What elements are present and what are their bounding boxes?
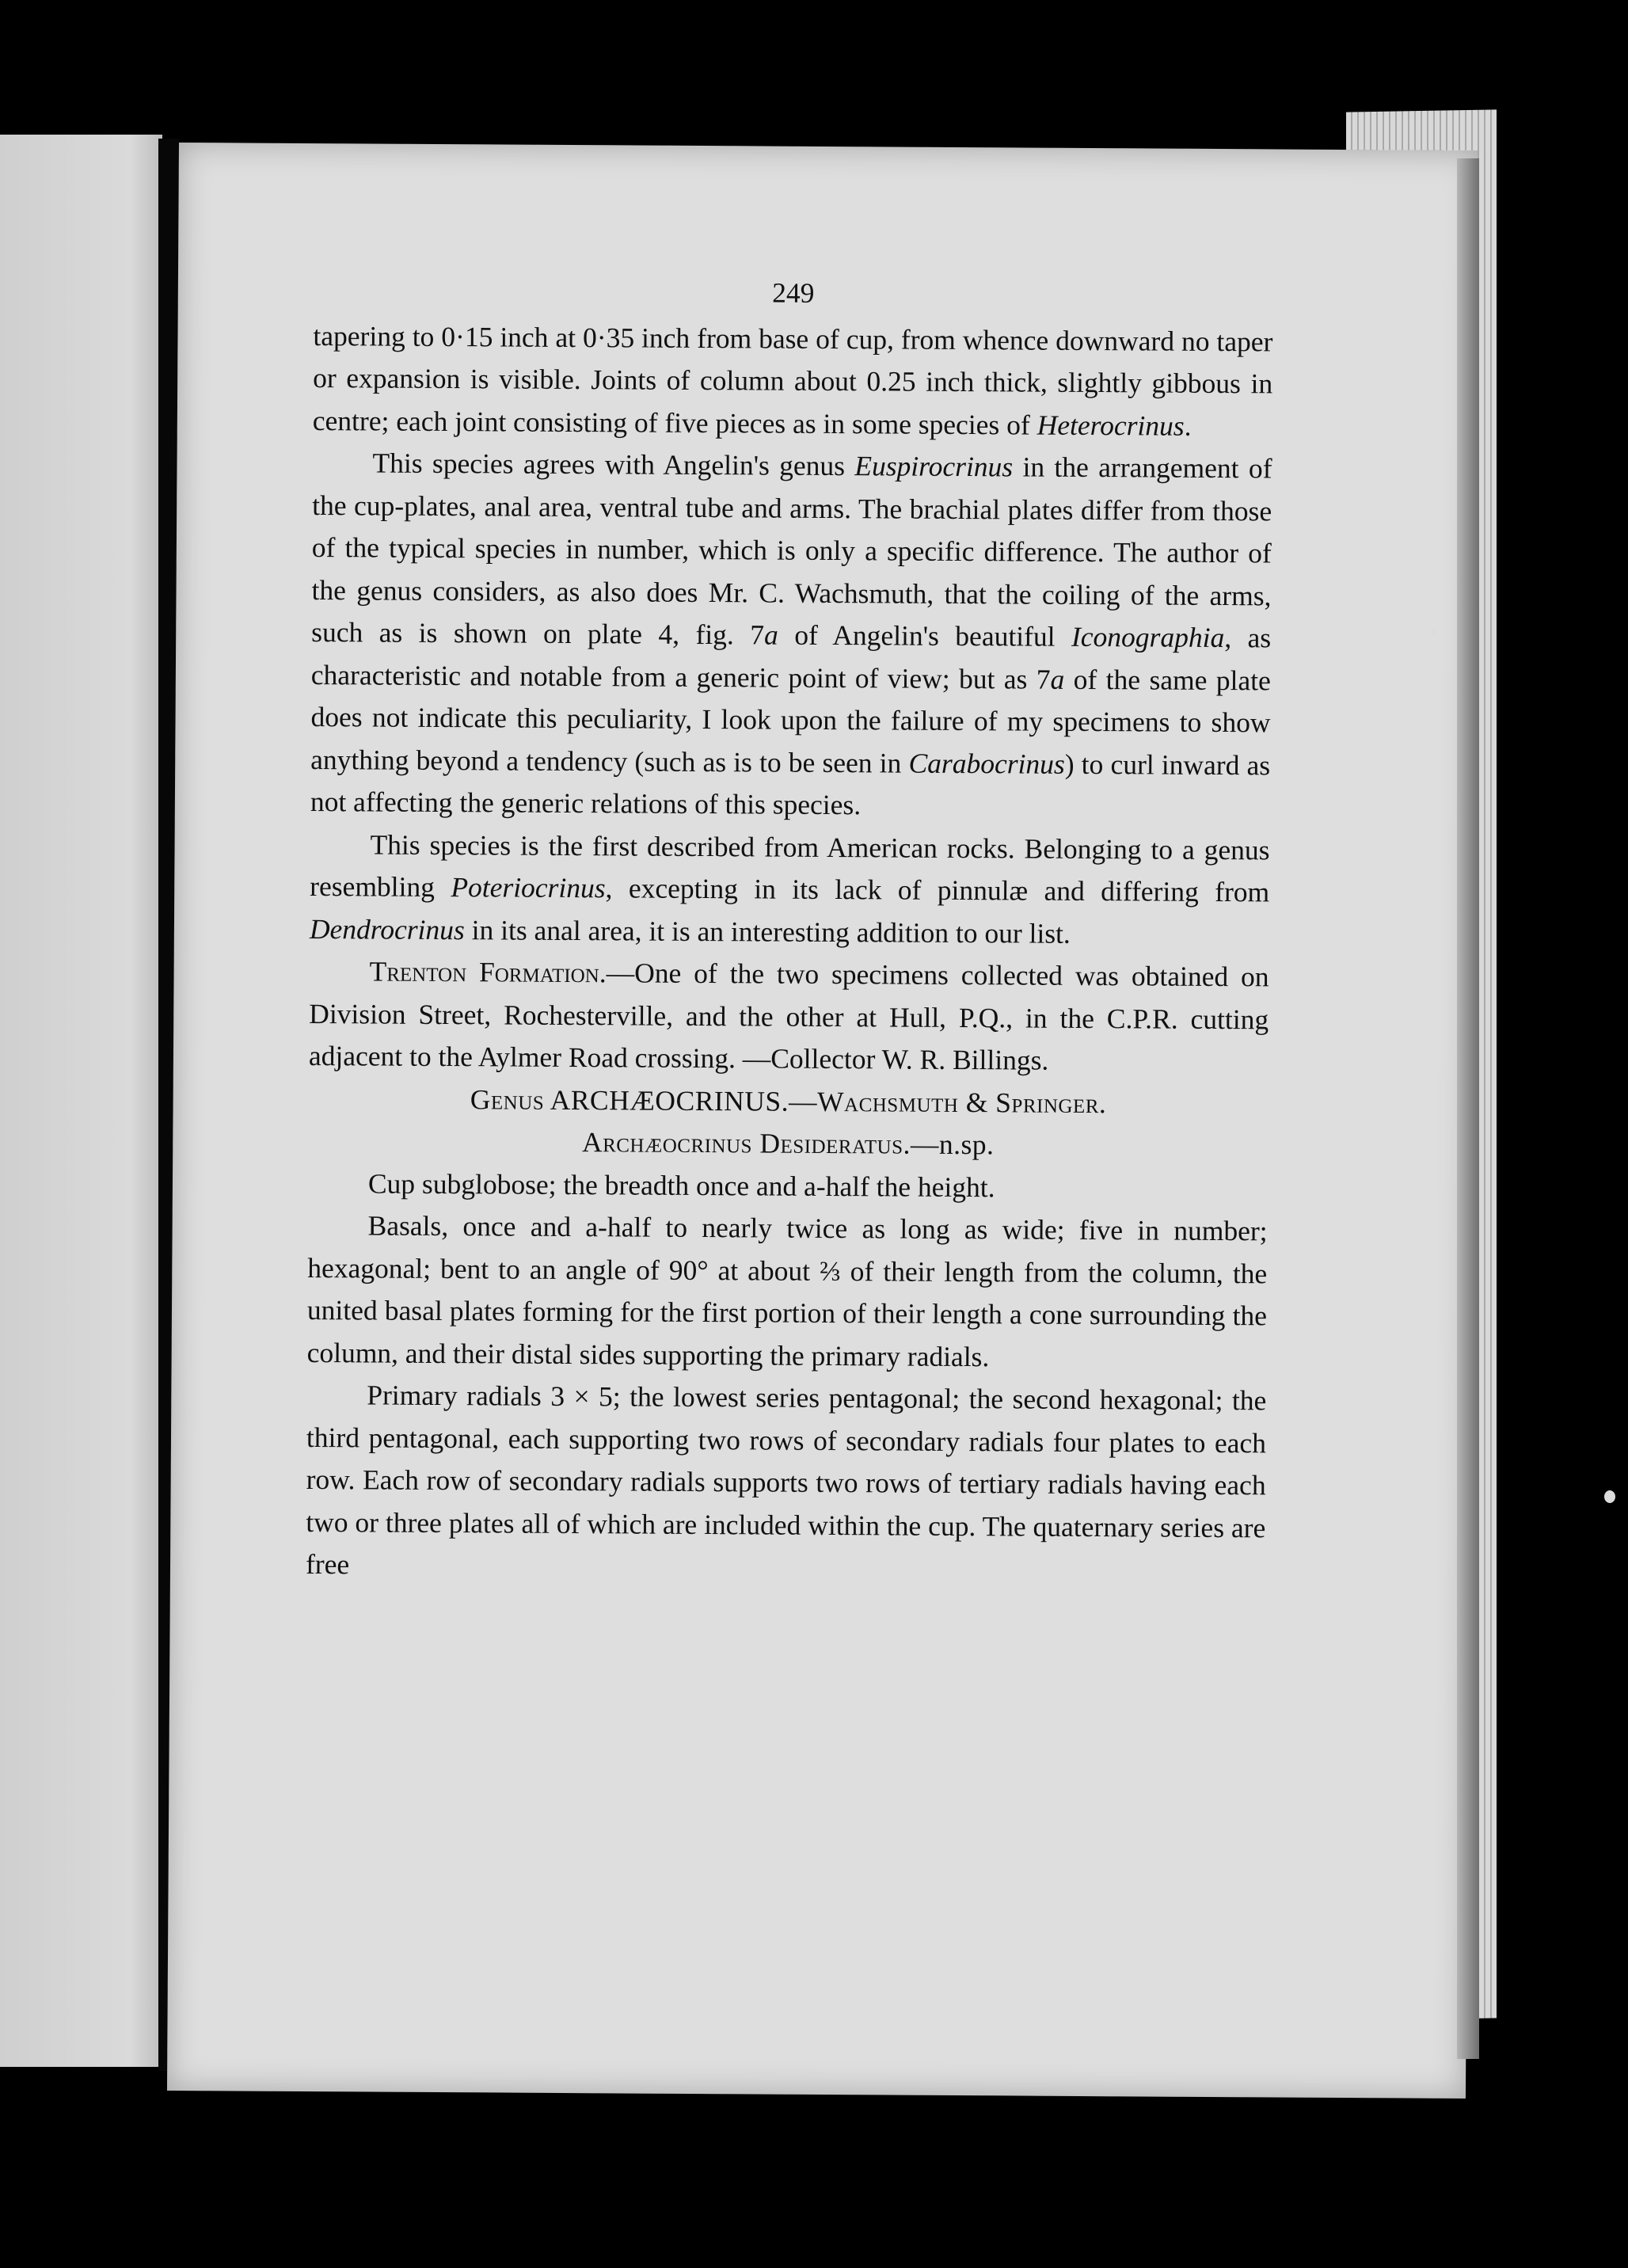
genus-name: ARCHÆOCRINUS (550, 1083, 782, 1117)
dust-speck (1430, 629, 1436, 634)
facing-page-edge (0, 135, 162, 2067)
italic-text: Dendrocrinus (309, 912, 465, 946)
species-name: Archæocrinus Desideratus (581, 1126, 903, 1160)
species-heading (308, 1120, 1268, 1168)
italic-text: a (1050, 663, 1065, 695)
italic-text: Carabocrinus (908, 747, 1065, 780)
genus-prefix: Genus (470, 1083, 545, 1116)
text-run: This species is the first described from American rocks. Belonging to a genus resembling (310, 828, 1270, 904)
genus-dash: .— (781, 1085, 818, 1117)
paragraph (308, 1162, 1268, 1210)
paragraph (310, 823, 1270, 956)
text-run: of Angelin's beautiful (778, 618, 1072, 653)
text-run: , as characteristic and notable from a generic point of view; but as 7 (310, 622, 1272, 695)
text-run: Primary radials 3 × 5; the lowest series pentagonal; the second hexagonal; the third pentagonal, each supporting two rows of secondary radials four plates to each row. Each row of secondary radials supports two rows of tertiary radials having each two or three plates all of which are included within the cup. The quaternary series are free (305, 1379, 1267, 1581)
italic-text: Euspirocrinus (854, 450, 1014, 483)
paragraph (310, 442, 1272, 829)
text-run: . (1184, 409, 1192, 442)
text-run: in the arrangement of the cup-plates, anal area, ventral tube and arms. The brachial plates differ from those of the typical species in number, which is only a specific difference. The author of the genus considers, as also does Mr. C. Wachsmuth, that the coiling of the arms, such as is shown on plate 4, fig. 7 (311, 451, 1272, 651)
text-run: , excepting in its lack of pinnulæ and differing from (605, 872, 1270, 908)
small-caps-text: Trenton Formation (369, 955, 599, 989)
text-run: ) to curl inward as not affecting the generic relations of this species. (310, 748, 1271, 821)
page-right-edge-shadow (1457, 158, 1479, 2059)
species-suffix: .—n.sp. (903, 1128, 995, 1161)
italic-text: a (763, 618, 778, 651)
italic-text: Heterocrinus (1037, 409, 1185, 442)
paragraph (309, 950, 1269, 1083)
text-run: tapering to 0·15 inch at 0·35 inch from base of cup, from whence downward no taper or expansion is visible. Joints of column about 0.25 inch thick, slightly gibbous in centre; each joint consisting of five pieces as in some species of (312, 319, 1273, 441)
paragraph (313, 314, 1273, 447)
page-number: 249 (772, 276, 815, 309)
dust-speck (1604, 1490, 1615, 1503)
paragraph (306, 1374, 1267, 1592)
genus-heading (308, 1077, 1268, 1125)
italic-text: Poteriocrinus (451, 871, 606, 904)
italic-text: Iconographia (1071, 620, 1225, 654)
text-run: .—One of the two specimens collected was obtained on Division Street, Rochesterville, and the other at Hull, P.Q., in the C.P.R. cutting adjacent to the Aylmer Road crossing. —Collector W. R. Billings. (308, 957, 1269, 1076)
text-run: This species agrees with Angelin's genus (372, 447, 855, 482)
paragraph (306, 1204, 1267, 1379)
page-text (306, 269, 1273, 1592)
text-run: in its anal area, it is an interesting addition to our list. (464, 913, 1071, 949)
text-run: Basals, once and a-half to nearly twice as long as wide; five in number; hexagonal; bent to an angle of 90° at about ⅔ of their length from the column, the united basal plates forming for the first portion of their length a cone surrounding the column, and their distal sides supporting the primary radials. (306, 1209, 1268, 1372)
genus-authors: Wachsmuth & Springer. (816, 1085, 1107, 1119)
text-run: of the same plate does not indicate this peculiarity, I look upon the failure of my specimens to show anything beyond a tendency (such as is to be seen in (310, 663, 1271, 779)
text-run: Cup subglobose; the breadth once and a-half the height. (367, 1166, 995, 1203)
